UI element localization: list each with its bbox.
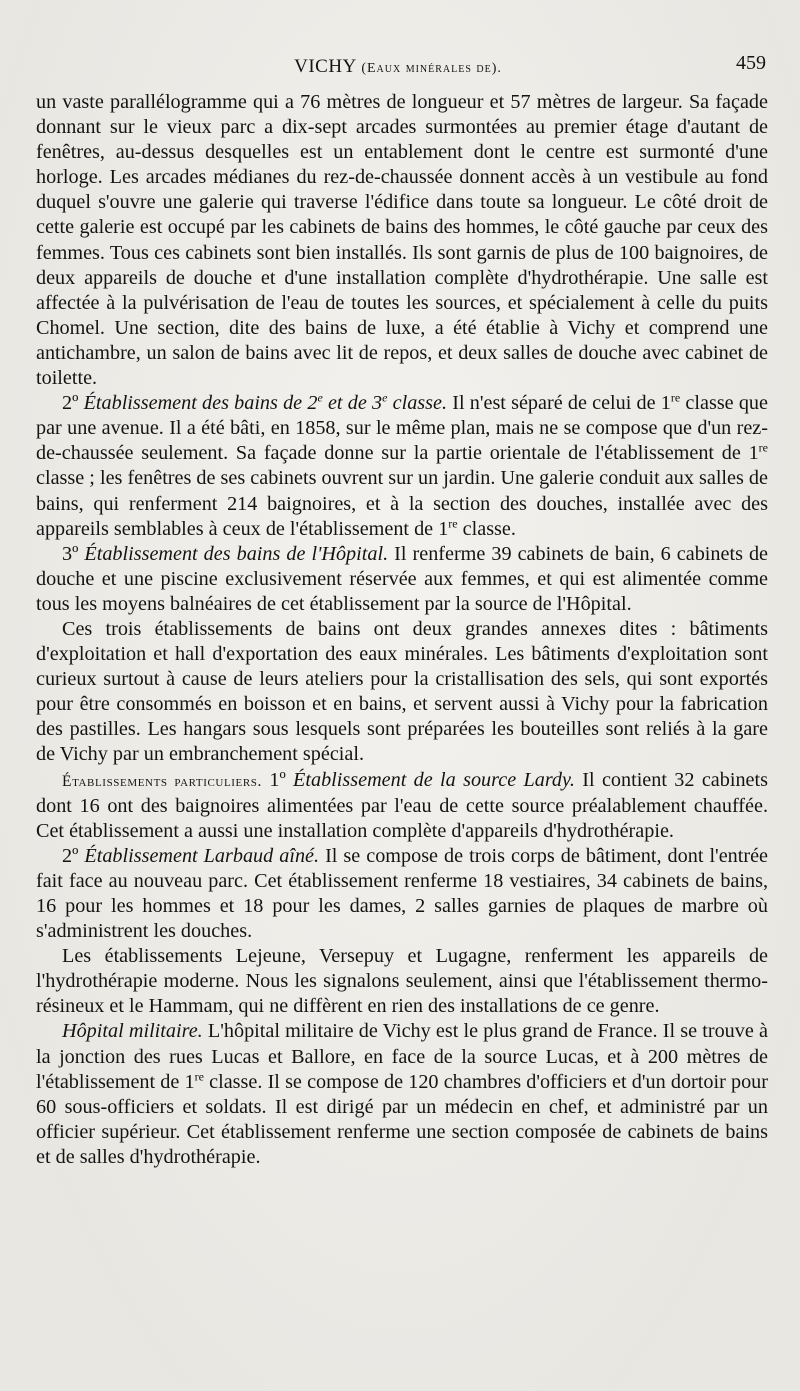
- paragraph-1-text: un vaste parallélogramme qui a 76 mètres de longueur et 57 mètres de largeur. Sa façade donnant sur le vieux parc a dix-sept arcades surmontées au premier étage d'autant de fenêtres, au-dessus desquelles est un entablement dont le centre est surmonté d'une horloge. Les arcades médianes du rez-de-chaussée donnent accès à un vestibule au fond duquel s'ouvre une galerie qui traverse l'édifice dans toute sa longueur. Le côté droit de cette galerie est occupé par les cabinets de bains des hommes, le côté gauche par ceux des femmes. Tous ces cabinets sont bien installés. Ils sont garnis de plus de 100 baignoires, de deux appareils de douche et d'une installation complète d'hydrothérapie. Une salle est affectée à la pulvérisation de l'eau de toutes les sources, et spécialement à celle du puits Chomel. Une section, dite des bains de luxe, a été établie à Vichy et comprend une antichambre, un salon de bains avec lit de repos, et deux salles de douche avec cabinet de toilette.: [36, 91, 768, 390]
- paragraph-6-title: Établissement Larbaud aîné.: [84, 844, 320, 867]
- paragraph-2-title-part: Établissement des bains de 2: [83, 392, 318, 415]
- paragraph-2-number: 2º: [62, 392, 79, 415]
- superscript: re: [758, 440, 768, 455]
- paragraph-6-text: Il se compose de trois corps de bâtiment, dont l'entrée fait face au nouveau parc. Cet établissement renferme 18 vestiaires, 34 cabinets de bains, 16 pour les hommes et 18 pour les dames, 2 salles garnies de plaques de marbre où s'administrent les douches.: [36, 844, 768, 943]
- paragraph-8-text: L'hôpital militaire de Vichy est le plus grand de France. Il se trouve à la jonction des rues Lucas et Ballore, en face de la source Lucas, et à 200 mètres de l'établissement de 1: [36, 1020, 768, 1093]
- paragraph-8-title: Hôpital militaire.: [62, 1020, 203, 1043]
- paragraph-1: [36, 90, 768, 391]
- paragraph-3-text: Il renferme 39 cabinets de bain, 6 cabinets de douche et une piscine exclusivement réservée aux femmes, et qui est alimentée comme tous les moyens balnéaires de cet établissement par la source de l'Hôpital.: [36, 542, 768, 615]
- paragraph-8: [36, 1019, 768, 1170]
- page-number: 459: [736, 52, 766, 74]
- paragraph-2-text: classe ; les fenêtres de ses cabinets ouvrent sur un jardin. Une galerie conduit aux salles de bains, qui renferment 214 baignoires, et à la section des douches, installée avec des appareils semblables à ceux de l'établissement de 1: [36, 467, 768, 540]
- paragraph-2-text: classe que par une avenue. Il a été bâti, en 1858, sur le même plan, mais ne se compose que d'un rez-de-chaussée seulement. Sa façade donne sur la partie orientale de l'établissement de 1: [36, 392, 768, 465]
- superscript: e: [382, 390, 388, 405]
- paragraph-3: [36, 542, 768, 617]
- paragraph-2-text: classe.: [457, 517, 516, 540]
- running-title-main: VICHY: [294, 56, 357, 77]
- running-title: [30, 56, 766, 78]
- paragraph-5: [36, 768, 768, 844]
- paragraph-5-number: 1º: [269, 768, 286, 791]
- superscript: re: [194, 1068, 204, 1083]
- paragraph-5-text: Il contient 32 cabinets dont 16 ont des baignoires alimentées par l'eau de cette source préalablement chauffée. Cet établissement a aussi une installation complète d'appareils d'hydrothérapie.: [36, 768, 768, 842]
- superscript: re: [670, 390, 681, 405]
- paragraph-2-title: [84, 392, 447, 414]
- paragraph-2-title-part: classe.: [387, 392, 448, 415]
- body-text: [36, 90, 768, 1170]
- paragraph-6-number: 2º: [62, 844, 79, 867]
- paragraph-2: [36, 391, 768, 542]
- superscript: e: [317, 390, 323, 405]
- paragraph-6: [36, 844, 768, 944]
- paragraph-4-text: Ces trois établissements de bains ont deux grandes annexes dites : bâtiments d'exploitation et hall d'exportation des eaux minérales. Les bâtiments d'exploitation sont curieux surtout à cause de leurs ateliers pour la cristallisation des sels, qui sont exportés pour être consommés en boisson et en bains, et servent aussi à Vichy pour la fabrication des pastilles. Les hangars sous lesquels sont préparées les bouteilles sont reliés à la gare de Vichy par un embranchement spécial.: [36, 617, 768, 766]
- paragraph-7: [36, 944, 768, 1019]
- paragraph-3-title: Établissement des bains de l'Hôpital.: [84, 542, 389, 565]
- page-header: [30, 52, 766, 82]
- paragraph-2-text: Il n'est séparé de celui de 1: [447, 392, 671, 415]
- superscript: re: [448, 515, 458, 530]
- running-title-subtitle: (Eaux minérales de).: [361, 61, 502, 76]
- paragraph-2-title-part: et de 3: [322, 392, 383, 415]
- paragraph-8-text: classe. Il se compose de 120 chambres d'officiers et d'un dortoir pour 60 sous-officiers et soldats. Il est dirigé par un médecin en chef, et administré par un officier supérieur. Cet établissement renferme une section composée de cabinets de bains et de salles d'hydrothérapie.: [36, 1070, 768, 1168]
- paragraph-4: [36, 617, 768, 768]
- paragraph-3-number: 3º: [62, 542, 79, 565]
- paragraph-5-title: Établissement de la source Lardy.: [293, 768, 575, 791]
- paragraph-7-text: Les établissements Lejeune, Versepuy et Lugagne, renferment les appareils de l'hydrothérapie moderne. Nous les signalons seulement, ainsi que l'établissement thermo-résineux et le Hammam, qui ne diffèrent en rien des installations de ce genre.: [36, 945, 768, 1018]
- section-heading-particuliers: Établissements particuliers.: [62, 772, 262, 790]
